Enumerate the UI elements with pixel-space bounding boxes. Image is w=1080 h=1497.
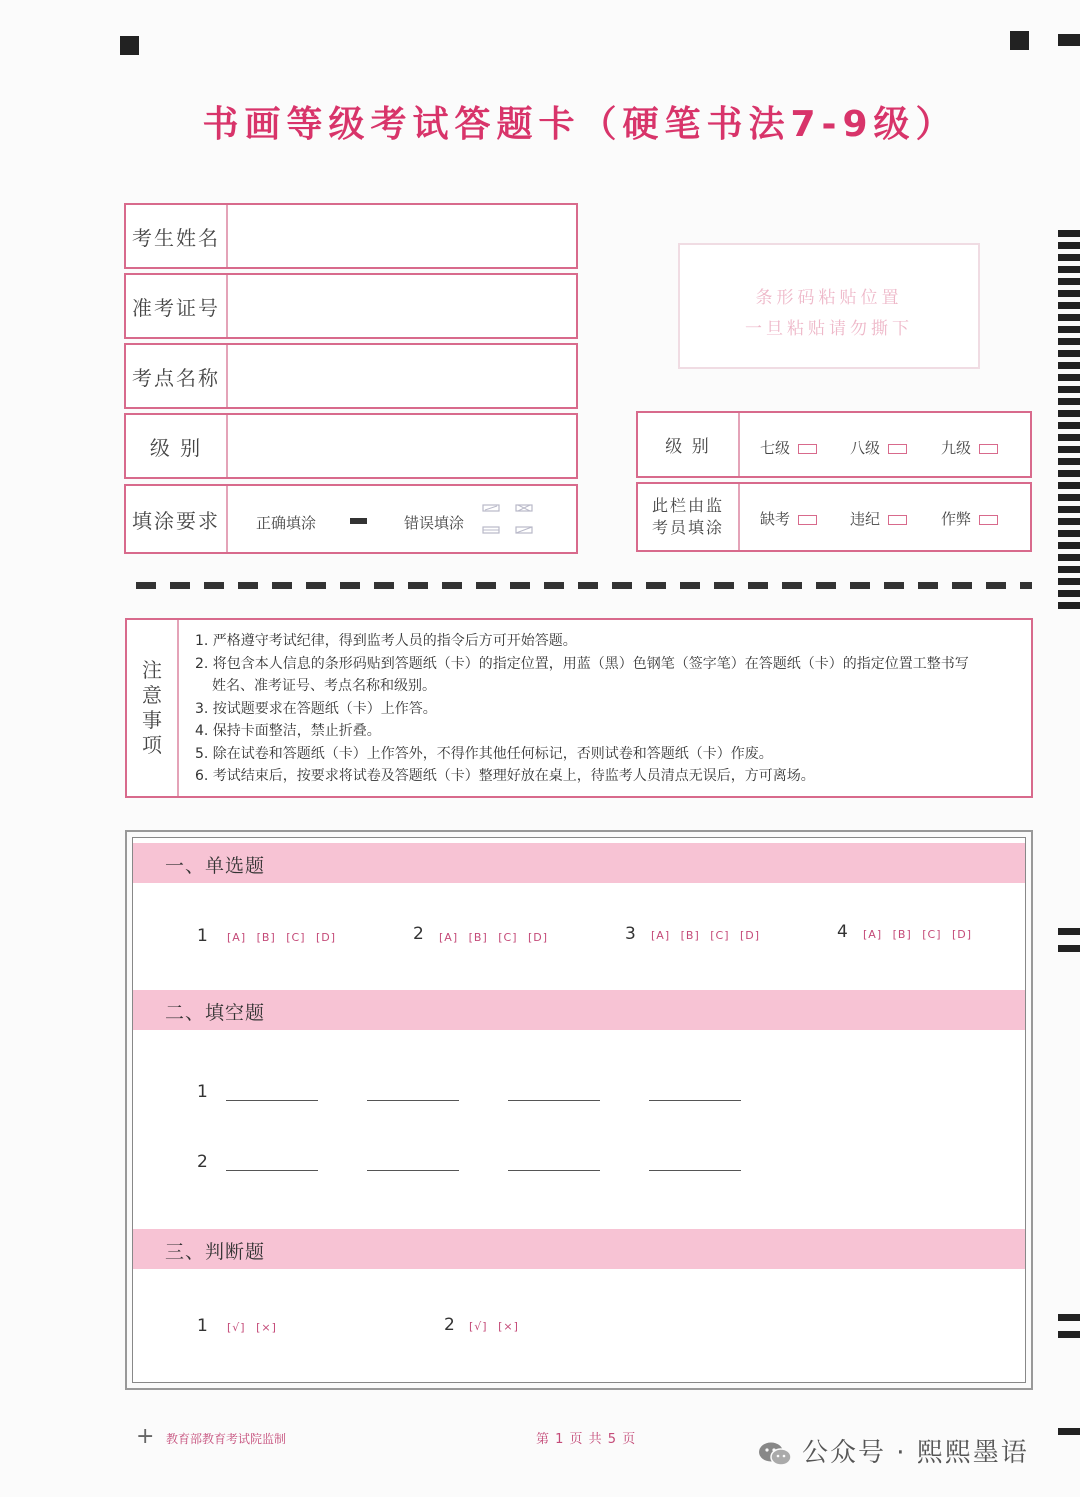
single-q1-choices[interactable]: [A] [B] [C] [D] — [227, 931, 337, 944]
name-label: 考生姓名 — [126, 205, 228, 267]
corner-mark-edge — [1058, 34, 1080, 46]
timing-mark — [1058, 230, 1080, 237]
page-title: 书画等级考试答题卡（硬笔书法7-9级） — [202, 104, 958, 145]
timing-mark — [1058, 1428, 1080, 1435]
timing-mark — [1058, 1314, 1080, 1321]
timing-mark — [1058, 386, 1080, 393]
name-field[interactable] — [124, 203, 578, 269]
timing-mark — [1058, 278, 1080, 285]
tf-q2-choices[interactable]: [√] [×] — [469, 1320, 519, 1333]
site-label: 考点名称 — [126, 345, 228, 407]
timing-mark — [1058, 530, 1080, 537]
exam-id-label: 准考证号 — [126, 275, 228, 337]
bubble-icon — [979, 515, 998, 525]
blank-q1-number: 1 — [197, 1082, 208, 1102]
notice-item: 3. 按试题要求在答题纸（卡）上作答。 — [195, 700, 437, 717]
blank-line[interactable] — [226, 1170, 318, 1171]
timing-mark — [1058, 434, 1080, 441]
timing-mark — [1058, 482, 1080, 489]
single-q2-number: 2 — [413, 924, 424, 944]
blank-line[interactable] — [649, 1170, 741, 1171]
timing-mark — [1058, 494, 1080, 501]
level-field[interactable] — [124, 413, 578, 479]
cross-mark-icon: + — [136, 1424, 155, 1449]
section-title-true-false: 三、判断题 — [165, 1241, 266, 1263]
answer-area — [125, 830, 1033, 1390]
tear-line — [136, 582, 1032, 589]
timing-mark — [1058, 1331, 1080, 1338]
single-q4-choices[interactable]: [A] [B] [C] [D] — [863, 928, 973, 941]
blank-line[interactable] — [649, 1100, 741, 1101]
blank-line[interactable] — [508, 1170, 600, 1171]
single-q1-number: 1 — [197, 926, 208, 946]
corner-mark-top-right — [1010, 31, 1029, 50]
timing-mark — [1058, 446, 1080, 453]
footer-supervisor: 教育部教育考试院监制 — [166, 1432, 287, 1446]
tf-q2-number: 2 — [444, 1315, 455, 1335]
answer-area-inner — [132, 837, 1026, 1383]
level-option-8[interactable]: 八级 — [850, 437, 907, 458]
wechat-icon — [758, 1441, 792, 1467]
timing-mark — [1058, 578, 1080, 585]
level-option-9[interactable]: 九级 — [941, 437, 998, 458]
notice-item: 1. 严格遵守考试纪律，得到监考人员的指令后方可开始答题。 — [195, 633, 577, 649]
exam-id-field[interactable] — [124, 273, 578, 339]
timing-mark — [1058, 945, 1080, 952]
fill-requirement-label: 填涂要求 — [126, 486, 228, 552]
notice-item: 2. 将包含本人信息的条形码贴到答题纸（卡）的指定位置，用蓝（黑）色钢笔（签字笔）在答题纸（卡）的指定位置工整书写 — [195, 655, 969, 672]
single-q4-number: 4 — [837, 922, 848, 942]
proctor-option-cheating[interactable]: 作弊 — [941, 508, 998, 529]
section-title-fill-blank: 二、填空题 — [165, 1002, 266, 1024]
timing-mark — [1058, 398, 1080, 405]
notice-label: 注 意 事 项 — [127, 620, 179, 796]
timing-mark — [1058, 470, 1080, 477]
bubble-icon — [888, 444, 907, 454]
notice-item: 5. 除在试卷和答题纸（卡）上作答外，不得作其他任何标记，否则试卷和答题纸（卡）作废。 — [195, 745, 773, 762]
timing-mark — [1058, 422, 1080, 429]
timing-mark — [1058, 928, 1080, 935]
blank-line[interactable] — [508, 1100, 600, 1101]
correct-fill-mark — [350, 518, 367, 524]
timing-mark — [1058, 242, 1080, 249]
notice-list — [195, 630, 1017, 788]
single-q3-choices[interactable]: [A] [B] [C] [D] — [651, 929, 761, 942]
notice-item: 姓名、准考证号、考点名称和级别。 — [212, 678, 436, 694]
tf-q1-choices[interactable]: [√] [×] — [227, 1321, 277, 1334]
timing-mark — [1058, 290, 1080, 297]
wrong-fill-label: 错误填涂 — [404, 514, 465, 532]
timing-mark — [1058, 350, 1080, 357]
timing-mark — [1058, 410, 1080, 417]
notice-item: 6. 考试结束后，按要求将试卷及答题纸（卡）整理好放在桌上，待监考人员清点无误后，方可离场。 — [195, 768, 815, 784]
single-q2-choices[interactable]: [A] [B] [C] [D] — [439, 931, 549, 944]
level-label: 级 别 — [126, 415, 228, 477]
proctor-option-absent[interactable]: 缺考 — [760, 508, 817, 529]
section-band-single-choice — [133, 843, 1025, 883]
timing-mark — [1058, 506, 1080, 513]
proctor-option-violation[interactable]: 违纪 — [850, 508, 907, 529]
barcode-line-2: 一旦粘贴请勿撕下 — [745, 319, 913, 339]
timing-mark — [1058, 326, 1080, 333]
tf-q1-number: 1 — [197, 1316, 208, 1336]
timing-mark — [1058, 266, 1080, 273]
timing-mark — [1058, 362, 1080, 369]
timing-mark — [1058, 554, 1080, 561]
barcode-area — [678, 243, 980, 369]
timing-mark — [1058, 518, 1080, 525]
bubble-icon — [798, 444, 817, 454]
barcode-line-1: 条形码粘贴位置 — [755, 288, 903, 308]
timing-mark — [1058, 458, 1080, 465]
watermark-text: 公众号 · 熙熙墨语 — [802, 1438, 1029, 1468]
level-select-label: 级 别 — [638, 413, 740, 476]
timing-mark — [1058, 590, 1080, 597]
section-band-fill-blank — [133, 990, 1025, 1030]
page-indicator: 第 1 页 共 5 页 — [536, 1432, 637, 1447]
corner-mark-top-left — [120, 36, 139, 55]
watermark — [758, 1432, 1029, 1469]
timing-mark — [1058, 602, 1080, 609]
section-band-true-false — [133, 1229, 1025, 1269]
notice-box — [125, 618, 1033, 798]
timing-mark — [1058, 566, 1080, 573]
blank-q2-number: 2 — [197, 1152, 208, 1172]
correct-fill-label: 正确填涂 — [256, 514, 317, 532]
bubble-icon — [979, 444, 998, 454]
bubble-icon — [798, 515, 817, 525]
proctor-label: 此栏由监 考员填涂 — [638, 484, 740, 550]
site-field[interactable] — [124, 343, 578, 409]
blank-line[interactable] — [226, 1100, 318, 1101]
timing-mark — [1058, 302, 1080, 309]
bubble-icon — [888, 515, 907, 525]
wrong-fill-marks — [482, 502, 538, 538]
timing-mark — [1058, 314, 1080, 321]
timing-mark — [1058, 374, 1080, 381]
proctor-box — [636, 482, 1032, 552]
level-option-7[interactable]: 七级 — [760, 437, 817, 458]
notice-item: 4. 保持卡面整洁，禁止折叠。 — [195, 723, 381, 739]
timing-mark — [1058, 254, 1080, 261]
blank-line[interactable] — [367, 1170, 459, 1171]
level-select-box — [636, 411, 1032, 478]
blank-line[interactable] — [367, 1100, 459, 1101]
single-q3-number: 3 — [625, 924, 636, 944]
timing-mark — [1058, 338, 1080, 345]
timing-mark — [1058, 542, 1080, 549]
fill-requirement-box — [124, 484, 578, 554]
section-title-single-choice: 一、单选题 — [165, 855, 266, 877]
